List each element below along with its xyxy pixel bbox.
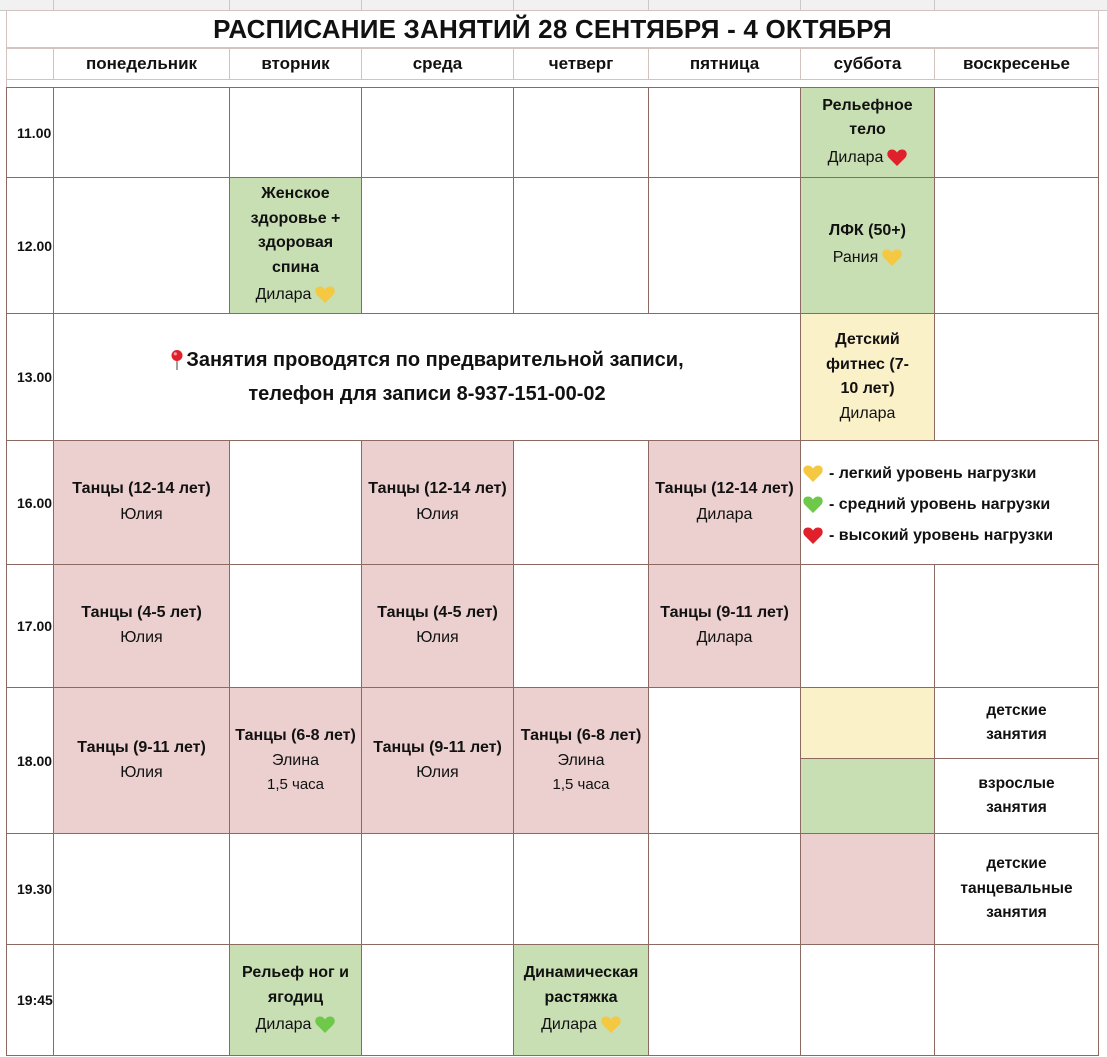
legend-item-high: - высокий уровень нагрузки bbox=[803, 520, 1053, 551]
time-1930: 19.30 bbox=[6, 833, 54, 945]
class-name: Танцы (4-5 лет) bbox=[377, 603, 498, 621]
slot-tue-1700[interactable] bbox=[229, 564, 362, 688]
class-teacher: Юлия bbox=[120, 505, 163, 523]
key-swatch-adults bbox=[800, 758, 935, 834]
day-thursday: четверг bbox=[513, 48, 649, 80]
slot-thu-1600[interactable] bbox=[513, 440, 649, 565]
time-1945: 19:45 bbox=[6, 944, 54, 1056]
class-fri-1600[interactable] bbox=[648, 440, 801, 565]
green-heart-icon bbox=[803, 495, 823, 514]
class-name: Динамическая растяжка bbox=[523, 964, 639, 1006]
day-tuesday: вторник bbox=[229, 48, 362, 80]
class-thu-1945[interactable] bbox=[513, 944, 649, 1056]
class-name: ЛФК (50+) bbox=[829, 221, 906, 239]
class-wed-1600[interactable] bbox=[361, 440, 514, 565]
class-name: Танцы (6-8 лет) bbox=[520, 727, 642, 745]
class-tue-1945[interactable] bbox=[229, 944, 362, 1056]
time-1700: 17.00 bbox=[6, 564, 54, 688]
class-sat-1200[interactable] bbox=[800, 177, 935, 314]
slot-mon-1930[interactable] bbox=[53, 833, 230, 945]
class-name: Танцы (12-14 лет) bbox=[655, 480, 794, 498]
yellow-heart-icon bbox=[882, 248, 902, 267]
class-wed-1700[interactable] bbox=[361, 564, 514, 688]
intensity-legend bbox=[803, 458, 1053, 551]
slot-fri-1800[interactable] bbox=[648, 687, 801, 834]
yellow-heart-icon bbox=[315, 285, 335, 304]
time-1100: 11.00 bbox=[6, 87, 54, 178]
yellow-heart-icon bbox=[803, 464, 823, 483]
class-tue-1200[interactable] bbox=[229, 177, 362, 314]
slot-tue-1600[interactable] bbox=[229, 440, 362, 565]
slot-fri-1100[interactable] bbox=[648, 87, 801, 178]
slot-fri-1945[interactable] bbox=[648, 944, 801, 1056]
slot-wed-1930[interactable] bbox=[361, 833, 514, 945]
notice-line-2: телефон для записи 8-937-151-00-02 bbox=[248, 383, 606, 405]
red-heart-icon bbox=[803, 526, 823, 545]
class-name: Рельеф ног и ягодиц bbox=[242, 964, 349, 1006]
slot-sat-1700[interactable] bbox=[800, 564, 935, 688]
key-swatch-kids bbox=[800, 687, 935, 759]
schedule-title: РАСПИСАНИЕ ЗАНЯТИЙ 28 СЕНТЯБРЯ - 4 ОКТЯБРЯ bbox=[6, 10, 1099, 48]
class-teacher: Элина bbox=[272, 751, 319, 769]
day-sunday: воскресенье bbox=[934, 48, 1099, 80]
legend-item-medium: - средний уровень нагрузки bbox=[803, 489, 1053, 520]
day-wednesday: среда bbox=[361, 48, 514, 80]
class-fri-1700[interactable] bbox=[648, 564, 801, 688]
slot-fri-1200[interactable] bbox=[648, 177, 801, 314]
key-label-adults: взрослые занятия bbox=[934, 758, 1099, 834]
slot-wed-1100[interactable] bbox=[361, 87, 514, 178]
slot-sun-1300[interactable] bbox=[934, 313, 1099, 441]
time-1200: 12.00 bbox=[6, 177, 54, 314]
class-thu-1800[interactable] bbox=[513, 687, 649, 834]
slot-thu-1700[interactable] bbox=[513, 564, 649, 688]
class-name: Женское здоровье + здоровая спина bbox=[250, 185, 341, 276]
slot-thu-1100[interactable] bbox=[513, 87, 649, 178]
class-duration: 1,5 часа bbox=[552, 775, 610, 793]
class-teacher: Рания bbox=[833, 243, 902, 272]
class-teacher: Юлия bbox=[416, 505, 459, 523]
class-teacher: Дилара bbox=[256, 1010, 336, 1039]
key-swatch-kids-dance bbox=[800, 833, 935, 945]
slot-fri-1930[interactable] bbox=[648, 833, 801, 945]
time-1600: 16.00 bbox=[6, 440, 54, 565]
time-1300: 13.00 bbox=[6, 313, 54, 441]
class-duration: 1,5 часа bbox=[266, 775, 325, 793]
day-friday: пятница bbox=[648, 48, 801, 80]
day-saturday: суббота bbox=[800, 48, 935, 80]
slot-sun-1700[interactable] bbox=[934, 564, 1099, 688]
slot-sun-1100[interactable] bbox=[934, 87, 1099, 178]
class-tue-1800[interactable] bbox=[229, 687, 362, 834]
key-label-kids-dance: детские танцевальные занятия bbox=[934, 833, 1099, 945]
slot-mon-1100[interactable] bbox=[53, 87, 230, 178]
slot-tue-1100[interactable] bbox=[229, 87, 362, 178]
pin-icon bbox=[170, 349, 184, 371]
class-mon-1800[interactable] bbox=[53, 687, 230, 834]
class-name: Танцы (6-8 лет) bbox=[235, 727, 356, 745]
class-teacher: Элина bbox=[557, 751, 605, 769]
legend-item-light: - легкий уровень нагрузки bbox=[803, 458, 1053, 489]
class-sat-1300[interactable] bbox=[800, 313, 935, 441]
class-name: Танцы (9-11 лет) bbox=[373, 739, 502, 757]
slot-tue-1930[interactable] bbox=[229, 833, 362, 945]
class-sat-1100[interactable] bbox=[800, 87, 935, 178]
class-name: Детский фитнес (7-10 лет) bbox=[826, 331, 909, 398]
slot-sun-1200[interactable] bbox=[934, 177, 1099, 314]
class-name: Танцы (9-11 лет) bbox=[77, 739, 206, 757]
class-name: Рельефное тело bbox=[822, 96, 913, 138]
notice-line-1: Занятия проводятся по предварительной записи, bbox=[170, 343, 683, 377]
class-name: Танцы (12-14 лет) bbox=[72, 480, 211, 498]
class-teacher: Дилара bbox=[541, 1010, 621, 1039]
slot-sun-1945[interactable] bbox=[934, 944, 1099, 1056]
green-heart-icon bbox=[315, 1015, 335, 1034]
class-wed-1800[interactable] bbox=[361, 687, 514, 834]
slot-thu-1930[interactable] bbox=[513, 833, 649, 945]
red-heart-icon bbox=[887, 148, 907, 167]
class-teacher: Дилара bbox=[828, 143, 908, 172]
class-name: Танцы (9-11 лет) bbox=[660, 603, 789, 621]
class-teacher: Дилара bbox=[696, 505, 753, 523]
slot-wed-1945[interactable] bbox=[361, 944, 514, 1056]
header-corner bbox=[6, 48, 54, 80]
yellow-heart-icon bbox=[601, 1015, 621, 1034]
class-teacher: Юлия bbox=[416, 763, 459, 781]
slot-thu-1200[interactable] bbox=[513, 177, 649, 314]
class-name: Танцы (12-14 лет) bbox=[368, 480, 507, 498]
class-teacher: Дилара bbox=[696, 629, 753, 647]
day-monday: понедельник bbox=[53, 48, 230, 80]
class-teacher: Дилара bbox=[256, 280, 336, 309]
booking-notice bbox=[53, 313, 801, 441]
class-teacher: Юлия bbox=[416, 629, 459, 647]
slot-sat-1945[interactable] bbox=[800, 944, 935, 1056]
class-mon-1700[interactable] bbox=[53, 564, 230, 688]
slot-mon-1200[interactable] bbox=[53, 177, 230, 314]
slot-wed-1200[interactable] bbox=[361, 177, 514, 314]
time-1800: 18.00 bbox=[6, 687, 54, 834]
key-label-kids: детские занятия bbox=[934, 687, 1099, 759]
class-mon-1600[interactable] bbox=[53, 440, 230, 565]
class-name: Танцы (4-5 лет) bbox=[81, 603, 202, 621]
class-teacher: Юлия bbox=[120, 629, 163, 647]
slot-mon-1945[interactable] bbox=[53, 944, 230, 1056]
class-teacher: Юлия bbox=[120, 763, 163, 781]
class-teacher: Дилара bbox=[839, 404, 896, 422]
